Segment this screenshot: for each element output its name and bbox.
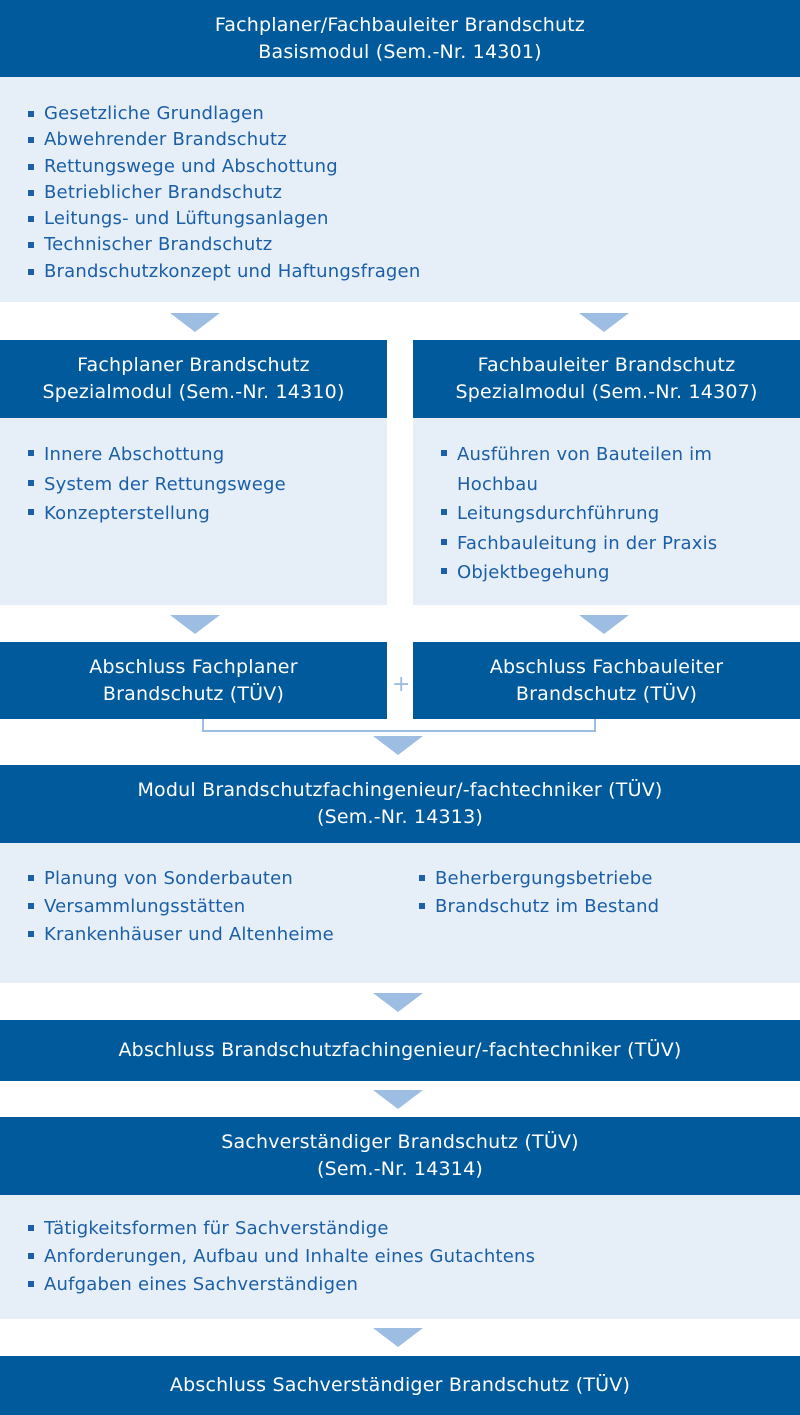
list-item: Versammlungsstätten <box>28 893 334 921</box>
basis-topic-list <box>28 101 420 285</box>
fachbauleiter-title-line2: Spezialmodul (Sem.-Nr. 14307) <box>455 381 758 403</box>
list-item: Krankenhäuser und Altenheime <box>28 921 334 949</box>
sachverstaendiger-module-header <box>0 1117 800 1195</box>
basis-title-line2: Basismodul (Sem.-Nr. 14301) <box>258 40 542 63</box>
list-item: Objektbegehung <box>441 558 771 588</box>
fachbauleiter-topic-list <box>441 440 771 588</box>
list-item: Innere Abschottung <box>28 440 377 470</box>
arrow-down-icon <box>373 736 423 755</box>
fachplaner-module-body <box>0 418 387 605</box>
plus-icon: + <box>392 672 411 697</box>
connector-line <box>202 730 596 732</box>
list-item: Konzepterstellung <box>28 499 377 529</box>
fachingenieur-topic-list-left <box>28 865 334 949</box>
basis-module-body <box>0 77 800 302</box>
arrow-down-icon <box>170 615 220 634</box>
fachplaner-module-header <box>0 340 387 418</box>
fachplaner-title-line2: Spezialmodul (Sem.-Nr. 14310) <box>42 381 345 403</box>
list-item: Anforderungen, Aufbau und Inhalte eines Gutachtens <box>28 1243 535 1271</box>
fachbauleiter-certificate-box <box>413 642 800 719</box>
list-item: Brandschutz im Bestand <box>419 893 659 921</box>
list-item: Leitungsdurchführung <box>441 499 771 529</box>
arrow-down-icon <box>373 1090 423 1109</box>
list-item: Rettungswege und Abschottung <box>28 154 420 180</box>
arrow-down-icon <box>170 313 220 332</box>
sachverstaendiger-certificate-box <box>0 1356 800 1415</box>
fachbauleiter-certificate-line1: Abschluss Fachbauleiter <box>489 655 724 678</box>
fachplaner-title-line1: Fachplaner Brandschutz <box>77 354 310 376</box>
basis-module-header <box>0 0 800 77</box>
list-item: Gesetzliche Grundlagen <box>28 101 420 127</box>
sachverstaendiger-certificate-label: Abschluss Sachverständiger Brandschutz (TÜV) <box>169 1374 631 1396</box>
fachbauleiter-title-line1: Fachbauleiter Brandschutz <box>477 354 736 376</box>
sachverstaendiger-title-line2: (Sem.-Nr. 14314) <box>317 1158 483 1180</box>
fachingenieur-certificate-box <box>0 1020 800 1081</box>
list-item: Leitungs- und Lüftungsanlagen <box>28 206 420 232</box>
fachingenieur-title-line1: Modul Brandschutzfachingenieur/-fachtechniker (TÜV) <box>137 779 663 801</box>
arrow-down-icon <box>373 993 423 1012</box>
fachbauleiter-module-header <box>413 340 800 418</box>
sachverstaendiger-topic-list <box>28 1215 535 1299</box>
list-item: Planung von Sonderbauten <box>28 865 334 893</box>
arrow-down-icon <box>579 615 629 634</box>
list-item: Ausführen von Bauteilen im Hochbau <box>441 440 771 499</box>
fachplaner-certificate-box <box>0 642 387 719</box>
fachplaner-topic-list <box>28 440 377 529</box>
list-item: Fachbauleitung in der Praxis <box>441 529 771 559</box>
arrow-down-icon <box>579 313 629 332</box>
fachbauleiter-module-body <box>413 418 800 605</box>
fachingenieur-title-line2: (Sem.-Nr. 14313) <box>317 806 483 828</box>
fachingenieur-topic-list-right <box>419 865 659 921</box>
arrow-down-icon <box>373 1328 423 1347</box>
fachplaner-certificate-line1: Abschluss Fachplaner <box>89 655 298 678</box>
list-item: Tätigkeitsformen für Sachverständige <box>28 1215 535 1243</box>
sachverstaendiger-title-line1: Sachverständiger Brandschutz (TÜV) <box>221 1131 579 1153</box>
list-item: Brandschutzkonzept und Haftungsfragen <box>28 259 420 285</box>
list-item: Abwehrender Brandschutz <box>28 127 420 153</box>
list-item: Beherbergungsbetriebe <box>419 865 659 893</box>
fachingenieur-module-body <box>0 843 800 983</box>
list-item: Betrieblicher Brandschutz <box>28 180 420 206</box>
fachbauleiter-certificate-line2: Brandschutz (TÜV) <box>515 682 698 705</box>
fachingenieur-certificate-label: Abschluss Brandschutzfachingenieur/-fachtechniker (TÜV) <box>118 1039 682 1061</box>
sachverstaendiger-module-body <box>0 1195 800 1319</box>
list-item: Technischer Brandschutz <box>28 232 420 258</box>
fachplaner-certificate-line2: Brandschutz (TÜV) <box>102 682 285 705</box>
list-item: System der Rettungswege <box>28 470 377 500</box>
list-item: Aufgaben eines Sachverständigen <box>28 1271 535 1299</box>
basis-title-line1: Fachplaner/Fachbauleiter Brandschutz <box>214 13 586 36</box>
fachingenieur-module-header <box>0 765 800 843</box>
